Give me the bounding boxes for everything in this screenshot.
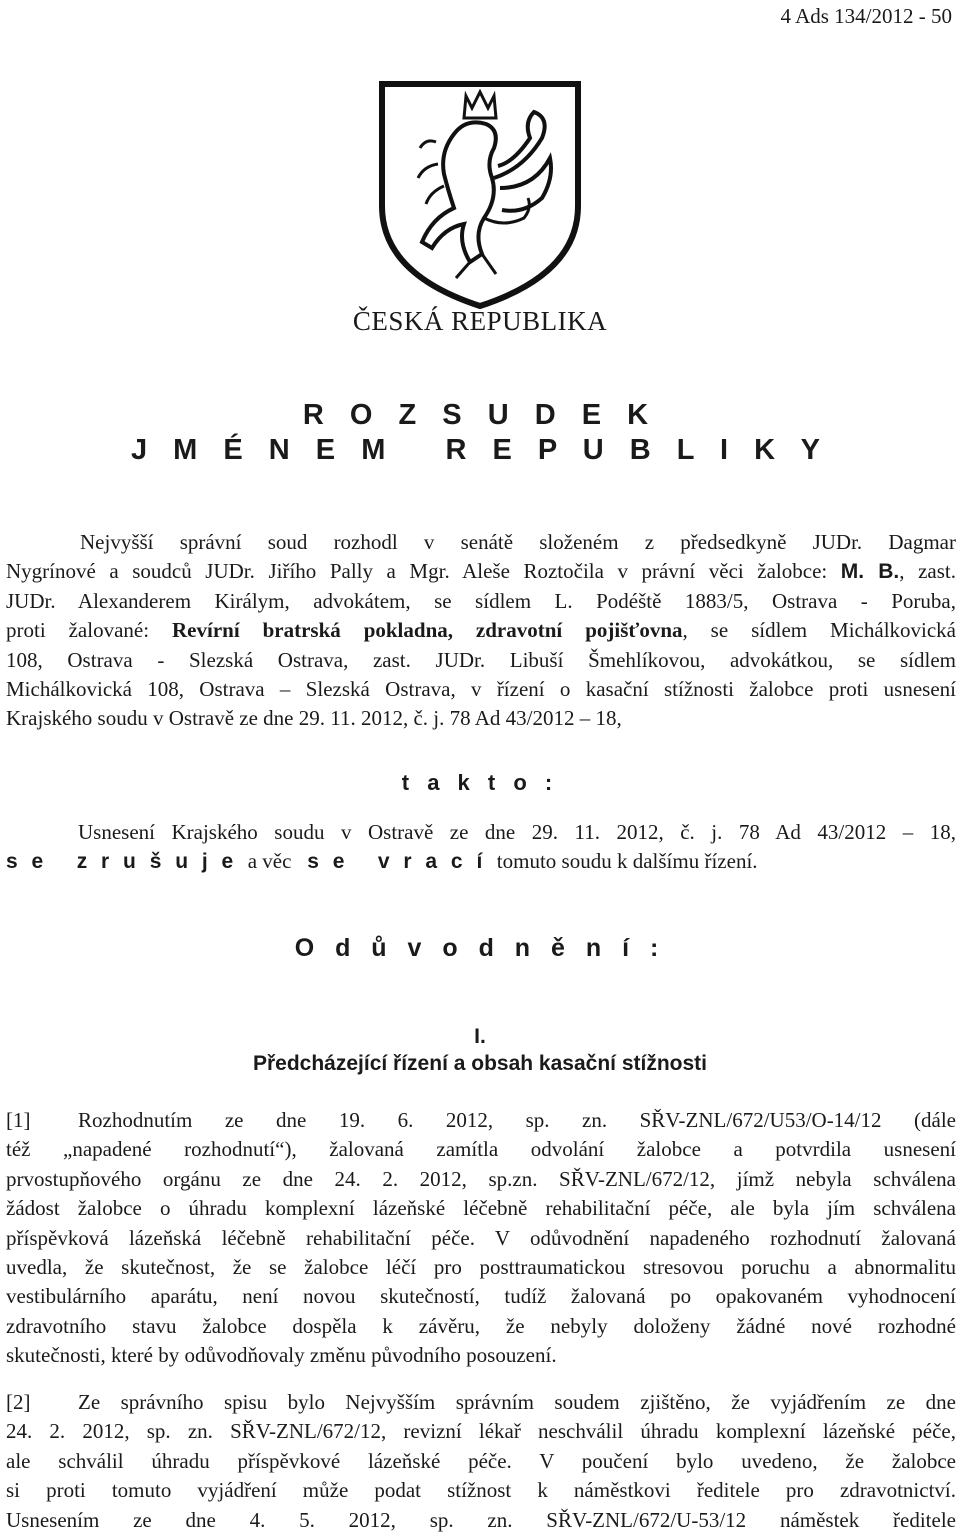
paragraph-line: [1] Rozhodnutím ze dne 19. 6. 2012, sp. zn. SŘV-ZNL/672/U53/O-14/12 (dále	[6, 1106, 956, 1135]
intro-line: JUDr. Alexanderem Királym, advokátem, se sídlem L. Podéště 1883/5, Ostrava - Poruba,	[6, 588, 956, 613]
paragraph-line: žádost žalobce o úhradu komplexní lázeňské léčebně rehabilitační péče, ale byla jím schválena	[6, 1196, 956, 1221]
plaintiff-name: M. B.	[840, 560, 900, 584]
return-verb: s e v r a c í	[307, 850, 487, 874]
czech-lion-coat-of-arms-icon	[374, 78, 586, 312]
paragraph-line: si proti tomuto vyjádření může podat stížnost k náměstkovi ředitele pro zdravotnictví.	[6, 1478, 956, 1503]
intro-line: Michálkovická 108, Ostrava – Slezská Ostrava, v řízení o kasační stížnosti žalobce proti usnesení	[6, 677, 956, 702]
paragraph-line: Usnesením ze dne 4. 5. 2012, sp. zn. SŘV-ZNL/672/U-53/12 náměstek ředitele	[6, 1507, 956, 1532]
intro-line: proti žalované: Revírní bratrská pokladna, zdravotní pojišťovna, se sídlem Michálkovická	[6, 618, 957, 643]
intro-line: Nygrínové a soudců JUDr. Jiřího Pally a Mgr. Aleše Roztočila v právní věci žalobce: M. B., zast.	[6, 559, 956, 584]
intro-line: 108, Ostrava - Slezská Ostrava, zast. JUDr. Libuší Šmehlíkovou, advokátkou, se sídlem	[6, 647, 956, 672]
paragraph-1	[6, 1106, 956, 1371]
annul-verb: s e z r u š u j e	[6, 850, 238, 874]
paragraph-number: [1]	[6, 1108, 31, 1132]
decision-line: s e z r u š u j e a věc s e v r a c í tomuto soudu k dalšímu řízení.	[6, 849, 758, 874]
case-reference: 4 Ads 134/2012 - 50	[780, 4, 952, 28]
paragraph-line: [2] Ze správního spisu bylo Nejvyšším správním soudem zjištěno, že vyjádřením ze dne	[6, 1388, 956, 1417]
verdict-heading: R O Z S U D E K	[302, 399, 658, 431]
section-number: I.	[474, 1025, 486, 1048]
in-name-heading: J M É N E M R E P U B L I K Y	[131, 434, 829, 466]
decision-paragraph	[6, 818, 956, 877]
paragraph-line: zdravotního stavu žalobce dospěla k závěru, že nebyly doloženy žádné nové rozhodné	[6, 1313, 956, 1338]
intro-line: Krajského soudu v Ostravě ze dne 29. 11. 2012, č. j. 78 Ad 43/2012 – 18,	[6, 706, 622, 731]
paragraph-line: uvedla, že skutečnost, že se žalobce léčí pro posttraumatickou stresovou poruchu a abnormalitu	[6, 1255, 956, 1280]
defendant-name: Revírní bratrská pokladna, zdravotní pojišťovna	[172, 618, 683, 643]
paragraph-line: 24. 2. 2012, sp. zn. SŘV-ZNL/672/12, revizní lékař neschválil úhradu komplexní lázeňské péče,	[6, 1419, 956, 1444]
intro-paragraph	[6, 528, 956, 734]
paragraph-line: též „napadené rozhodnutí“), žalovaná zamítla odvolání žalobce a potvrdila usnesení	[6, 1137, 956, 1162]
reasoning-heading: O d ů v o d n ě n í :	[294, 934, 666, 962]
paragraph-2	[6, 1388, 956, 1535]
paragraph-line: prvostupňového orgánu ze dne 24. 2. 2012, sp.zn. SŘV-ZNL/672/12, jímž nebyla schválena	[6, 1166, 956, 1191]
paragraph-line: vestibulárního aparátu, není novou skutečností, tudíž žalovaná po opakovaném vyhodnocení	[6, 1284, 956, 1309]
section-title: Předcházející řízení a obsah kasační stížnosti	[252, 1052, 707, 1075]
decision-line: Usnesení Krajského soudu v Ostravě ze dne 29. 11. 2012, č. j. 78 Ad 43/2012 – 18,	[78, 820, 956, 844]
intro-line: Nejvyšší správní soud rozhodl v senátě složeném z předsedkyně JUDr. Dagmar	[80, 530, 956, 554]
takto-heading: t a k t o :	[401, 770, 559, 795]
paragraph-line: ale schválil úhradu příspěvkové lázeňské péče. V poučení bylo uvedeno, že žalobce	[6, 1448, 956, 1473]
paragraph-line: příspěvková lázeňská léčebně rehabilitační péče. V odůvodnění napadeného rozhodnutí žalovaná	[6, 1225, 956, 1250]
paragraph-number: [2]	[6, 1390, 31, 1414]
country-name: ČESKÁ REPUBLIKA	[352, 306, 608, 336]
paragraph-line: skutečnosti, které by odůvodňovaly změnu původního posouzení.	[6, 1343, 557, 1368]
